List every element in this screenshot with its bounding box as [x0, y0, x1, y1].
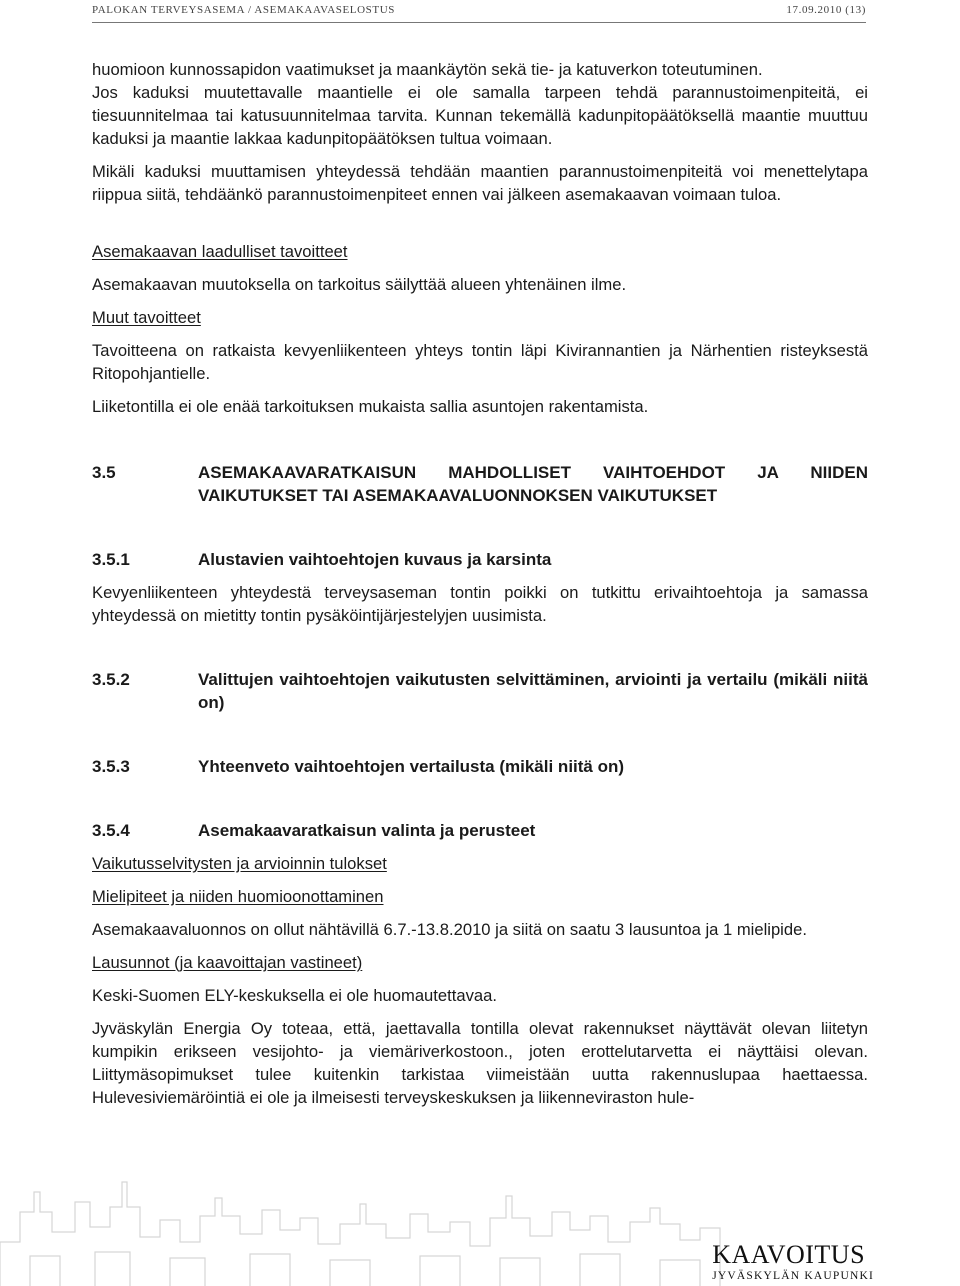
section-heading-3-5-4 [92, 819, 868, 842]
section-heading-3-5 [92, 461, 868, 507]
subheading-muut-tavoitteet: Muut tavoitteet [92, 308, 201, 327]
subheading-laadulliset-tavoitteet: Asemakaavan laadulliset tavoitteet [92, 242, 348, 261]
section-number: 3.5.2 [92, 670, 130, 689]
paragraph: Jos kaduksi muutettavalle maantielle ei ole samalla tarpeen tehdä parannustoimenpiteitä, ei tiesuunnitelmaa tai katusuunnitelmaa tarvita. Kunnan tekemällä kadunpitopäätöksellä maantie muuttuu kaduksi ja maantie lakkaa kadunpitopäätöksen tultua voimaan. [92, 83, 868, 148]
section-title: Yhteenveto vaihtoehtojen vertailusta (mikäli niitä on) [198, 757, 625, 776]
section-number: 3.5.4 [92, 821, 130, 840]
subheading-mielipiteet: Mielipiteet ja niiden huomioonottaminen [92, 887, 384, 906]
subheading-vaikutusselvitykset: Vaikutusselvitysten ja arvioinnin tulokset [92, 854, 387, 873]
section-title: Valittujen vaihtoehtojen vaikutusten selvittäminen, arviointi ja vertailu (mikäli niitä on) [198, 670, 868, 712]
paragraph: Liiketontilla ei ole enää tarkoituksen mukaista sallia asuntojen rakentamista. [92, 397, 649, 416]
section-title: ASEMAKAAVARATKAISUN MAHDOLLISET VAIHTOEHDOT JA NIIDEN VAIKUTUKSET TAI ASEMAKAAVALUONNOKSEN VAIKUTUKSET [198, 463, 868, 505]
section-title: Asemakaavaratkaisun valinta ja perusteet [198, 821, 536, 840]
kaavoitus-logo [712, 1241, 874, 1282]
paragraph: huomioon kunnossapidon vaatimukset ja maankäytön sekä tie- ja katuverkon toteutuminen. [92, 60, 763, 79]
page-header [92, 0, 866, 23]
paragraph: Jyväskylän Energia Oy toteaa, että, jaettavalla tontilla olevat rakennukset näyttävät olevan liitetyn kumpikin erikseen vesijohto- ja viemäriverkostoon., joten erottelutarvetta ei näyttäisi olevan. Liittymäsopimukset tulee kuitenkin tarkistaa viimeistään uutta rakennuslupaa haettaessa. Hulevesiviemäröintiä ei ole ja ilmeisesti terveyskeskuksen ja liikenneviraston hule- [92, 1019, 868, 1107]
paragraph: Kevyenliikenteen yhteydestä terveysaseman tontin poikki on tutkittu erivaihtoehtoja ja samassa yhteydessä on mietitty tontin pysäköintijärjestelyjen uusimista. [92, 583, 868, 625]
logo-name: KAAVOITUS [712, 1240, 866, 1269]
section-heading-3-5-1 [92, 548, 868, 571]
section-number: 3.5.3 [92, 757, 130, 776]
logo-city: JYVÄSKYLÄN KAUPUNKI [712, 1270, 874, 1282]
paragraph: Tavoitteena on ratkaista kevyenliikenteen yhteys tontin läpi Kivirannantien ja Närhentien risteyksestä Ritopohjantielle. [92, 341, 868, 383]
document-body [92, 58, 868, 1109]
paragraph: Asemakaavan muutoksella on tarkoitus säilyttää alueen yhtenäinen ilme. [92, 275, 627, 294]
paragraph: Asemakaavaluonnos on ollut nähtävillä 6.7.-13.8.2010 ja siitä on saatu 3 lausuntoa ja 1 mielipide. [92, 920, 807, 939]
section-heading-3-5-2 [92, 668, 868, 714]
header-date-page: 17.09.2010 (13) [786, 4, 866, 16]
paragraph: Keski-Suomen ELY-keskuksella ei ole huomautettavaa. [92, 986, 497, 1005]
paragraph: Mikäli kaduksi muuttamisen yhteydessä tehdään maantien parannustoimenpiteitä voi menettelytapa riippua siitä, tehdäänkö parannustoimenpiteet ennen vai jälkeen asemakaavan voimaan tuloa. [92, 162, 868, 204]
section-heading-3-5-3 [92, 755, 868, 778]
section-number: 3.5.1 [92, 550, 130, 569]
section-title: Alustavien vaihtoehtojen kuvaus ja karsinta [198, 550, 552, 569]
header-document-title: PALOKAN TERVEYSASEMA / ASEMAKAAVASELOSTUS [92, 4, 395, 16]
subheading-lausunnot: Lausunnot (ja kaavoittajan vastineet) [92, 953, 363, 972]
section-number: 3.5 [92, 463, 116, 482]
